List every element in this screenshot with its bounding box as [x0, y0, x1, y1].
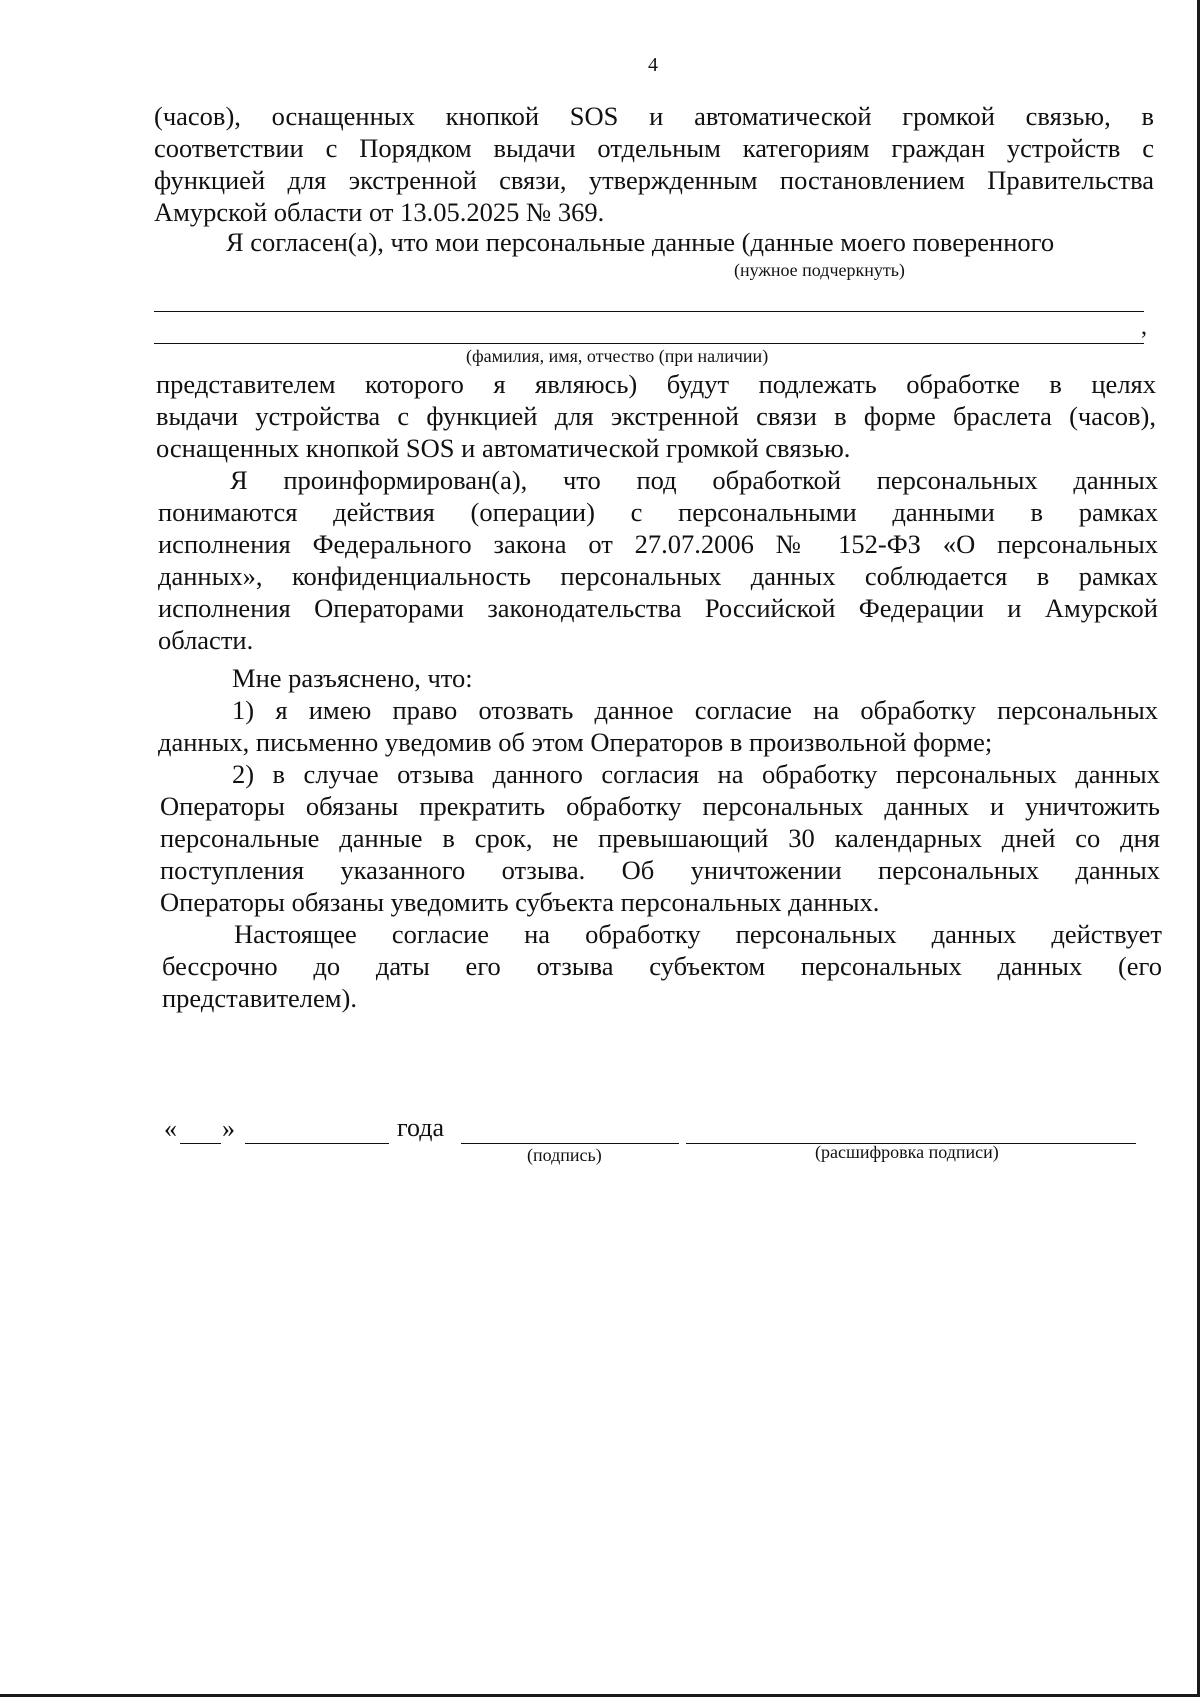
text-line: бессрочно до даты его отзыва субъектом персональных данных (его: [162, 951, 1162, 981]
text-line: выдачи устройства с функцией для экстренной связи в форме браслета (часов),: [156, 401, 1156, 431]
date-month-field[interactable]: [245, 1143, 389, 1144]
year-word: года: [397, 1113, 445, 1142]
text-line: 2) в случае отзыва данного согласия на обработку персональных данных: [232, 759, 1160, 789]
comma-mark: ,: [1141, 314, 1147, 340]
text-line: поступления указанного отзыва. Об уничтожении персональных данных: [160, 855, 1160, 885]
text-line: области.: [158, 625, 254, 655]
consent-line-text: Я согласен(а), что мои персональные данные (данные моего поверенного: [226, 227, 1055, 257]
text-line: данных», конфиденциальность персональных данных соблюдается в рамках: [158, 561, 1158, 591]
text-line: понимаются действия (операции) с персональными данными в рамках: [158, 497, 1158, 527]
date-quote-close: »: [222, 1114, 235, 1143]
text-line: представителем).: [162, 983, 357, 1013]
validity-paragraph: [162, 918, 1162, 1014]
text-line: исполнения Операторами законодательства Российской Федерации и Амурской: [158, 593, 1158, 623]
consent-line: [226, 226, 1156, 258]
text-line: соответствии с Порядком выдачи отдельным категориям граждан устройств с: [154, 133, 1154, 163]
item-1-paragraph: [158, 694, 1158, 758]
caption-fio: (фамилия, имя, отчество (при наличии): [466, 346, 769, 366]
item-2-paragraph: [160, 758, 1160, 918]
signature-field[interactable]: [461, 1143, 679, 1144]
text-line: Операторы обязаны уведомить субъекта персональных данных.: [160, 887, 880, 917]
caption-signature: (подпись): [527, 1145, 602, 1165]
text-line: функцией для экстренной связи, утвержденным постановлением Правительства: [154, 165, 1154, 195]
date-quote-open: «: [164, 1114, 177, 1143]
date-day-field[interactable]: [180, 1143, 221, 1144]
text-line: Операторы обязаны прекратить обработку персональных данных и уничтожить: [160, 791, 1160, 821]
text-line: оснащенных кнопкой SOS и автоматической громкой связью.: [156, 433, 851, 463]
text-line: исполнения Федерального закона от 27.07.2006 № 152-ФЗ «О персональных: [158, 529, 1158, 559]
text-line: данных, письменно уведомив об этом Операторов в произвольной форме;: [158, 727, 993, 757]
page-number: 4: [648, 54, 658, 76]
caption-underline: (нужное подчеркнуть): [734, 260, 905, 280]
blank-line-2[interactable]: [154, 343, 1144, 344]
informed-paragraph: [158, 464, 1158, 656]
intro-paragraph: [154, 100, 1154, 228]
blank-line-1[interactable]: [154, 311, 1144, 312]
text-line: (часов), оснащенных кнопкой SOS и автоматической громкой связью, в: [154, 101, 1154, 131]
representative-paragraph: [156, 368, 1156, 464]
text-line: представителем которого я являюсь) будут подлежать обработке в целях: [156, 369, 1156, 399]
text-line: Настоящее согласие на обработку персональных данных действует: [234, 919, 1162, 949]
text-line: 1) я имею право отозвать данное согласие на обработку персональных: [232, 695, 1158, 725]
text-line: Я проинформирован(а), что под обработкой персональных данных: [230, 465, 1158, 495]
caption-signature-decoding: (расшифровка подписи): [815, 1142, 999, 1162]
explained-heading: Мне разъяснено, что:: [232, 663, 473, 693]
text-line: Амурской области от 13.05.2025 № 369.: [154, 197, 605, 227]
text-line: персональные данные в срок, не превышающий 30 календарных дней со дня: [160, 823, 1160, 853]
